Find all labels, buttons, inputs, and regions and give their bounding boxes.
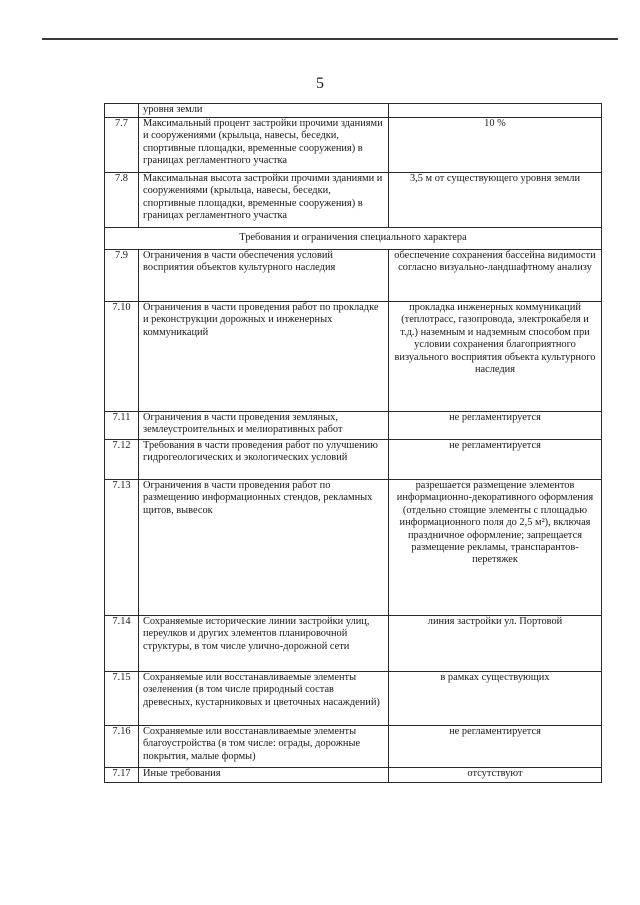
row-value: линия застройки ул. Портовой: [389, 616, 602, 672]
row-value: не регламентируется: [389, 440, 602, 480]
row-number: 7.14: [105, 616, 139, 672]
row-label: Требования в части проведения работ по улучшению гидрогеологических и экологических условий: [139, 440, 389, 480]
table-row: [105, 726, 602, 768]
table-row: [105, 768, 602, 783]
page-number: 5: [316, 75, 324, 92]
scan-border-line: [42, 38, 618, 40]
row-number: 7.13: [105, 480, 139, 616]
row-value: не регламентируется: [389, 726, 602, 768]
row-label: Ограничения в части проведения работ по размещению информационных стендов, рекламных щитов, вывесок: [139, 480, 389, 616]
table-row: [105, 104, 602, 118]
row-label: Иные требования: [139, 768, 389, 783]
row-value: [389, 104, 602, 118]
row-value: не регламентируется: [389, 412, 602, 440]
table-row: [105, 412, 602, 440]
row-number: 7.8: [105, 173, 139, 228]
row-number: 7.15: [105, 672, 139, 726]
table-row: [105, 672, 602, 726]
row-label: Ограничения в части проведения земляных, землеустроительных и мелиоративных работ: [139, 412, 389, 440]
requirements-table: [104, 103, 602, 783]
row-value: 10 %: [389, 118, 602, 173]
row-number: 7.7: [105, 118, 139, 173]
row-number: 7.17: [105, 768, 139, 783]
row-number: 7.12: [105, 440, 139, 480]
row-number: 7.11: [105, 412, 139, 440]
row-value: 3,5 м от существующего уровня земли: [389, 173, 602, 228]
section-header-row: [105, 228, 602, 250]
row-label: Максимальная высота застройки прочими зданиями и сооружениями (крыльца, навесы, беседки, спортивные площадки, временные сооружения) в границах регламентного участка: [139, 173, 389, 228]
table-row: [105, 173, 602, 228]
row-label: Ограничения в части проведения работ по прокладке и реконструкции дорожных и инженерных коммуникаций: [139, 302, 389, 412]
row-label: Ограничения в части обеспечения условий восприятия объектов культурного наследия: [139, 250, 389, 302]
table-row: [105, 250, 602, 302]
row-label: Сохраняемые или восстанавливаемые элементы благоустройства (в том числе: ограды, дорожные покрытия, малые формы): [139, 726, 389, 768]
row-value: разрешается размещение элементов информационно-декоративного оформления (отдельно стоящие элементы с площадью информационного поля до 2,5 м²), включая праздничное оформление; запрещается размещение рекламы, транспарантов-перетяжек: [389, 480, 602, 616]
table-row: [105, 302, 602, 412]
row-label: Сохраняемые исторические линии застройки улиц, переулков и других элементов планировочной структуры, в том числе улично-дорожной сети: [139, 616, 389, 672]
row-value: прокладка инженерных коммуникаций (теплотрасс, газопровода, электрокабеля и т.д.) наземным и надземным способом при условии сохранения благоприятного визуального восприятия объекта культурного наследия: [389, 302, 602, 412]
row-number: 7.10: [105, 302, 139, 412]
table-row: [105, 118, 602, 173]
row-value: в рамках существующих: [389, 672, 602, 726]
row-label: Сохраняемые или восстанавливаемые элементы озеленения (в том числе природный состав древесных, кустарниковых и цветочных насаждений): [139, 672, 389, 726]
row-value: обеспечение сохранения бассейна видимости согласно визуально-ландшафтному анализу: [389, 250, 602, 302]
row-number: 7.9: [105, 250, 139, 302]
table-row: [105, 616, 602, 672]
table-row: [105, 480, 602, 616]
row-label: Максимальный процент застройки прочими зданиями и сооружениями (крыльца, навесы, беседки, спортивные площадки, временные сооружения) в границах регламентного участка: [139, 118, 389, 173]
row-value: отсутствуют: [389, 768, 602, 783]
row-number: [105, 104, 139, 118]
row-number: 7.16: [105, 726, 139, 768]
row-label: уровня земли: [139, 104, 389, 118]
table-row: [105, 440, 602, 480]
section-title: Требования и ограничения специального характера: [105, 228, 602, 250]
